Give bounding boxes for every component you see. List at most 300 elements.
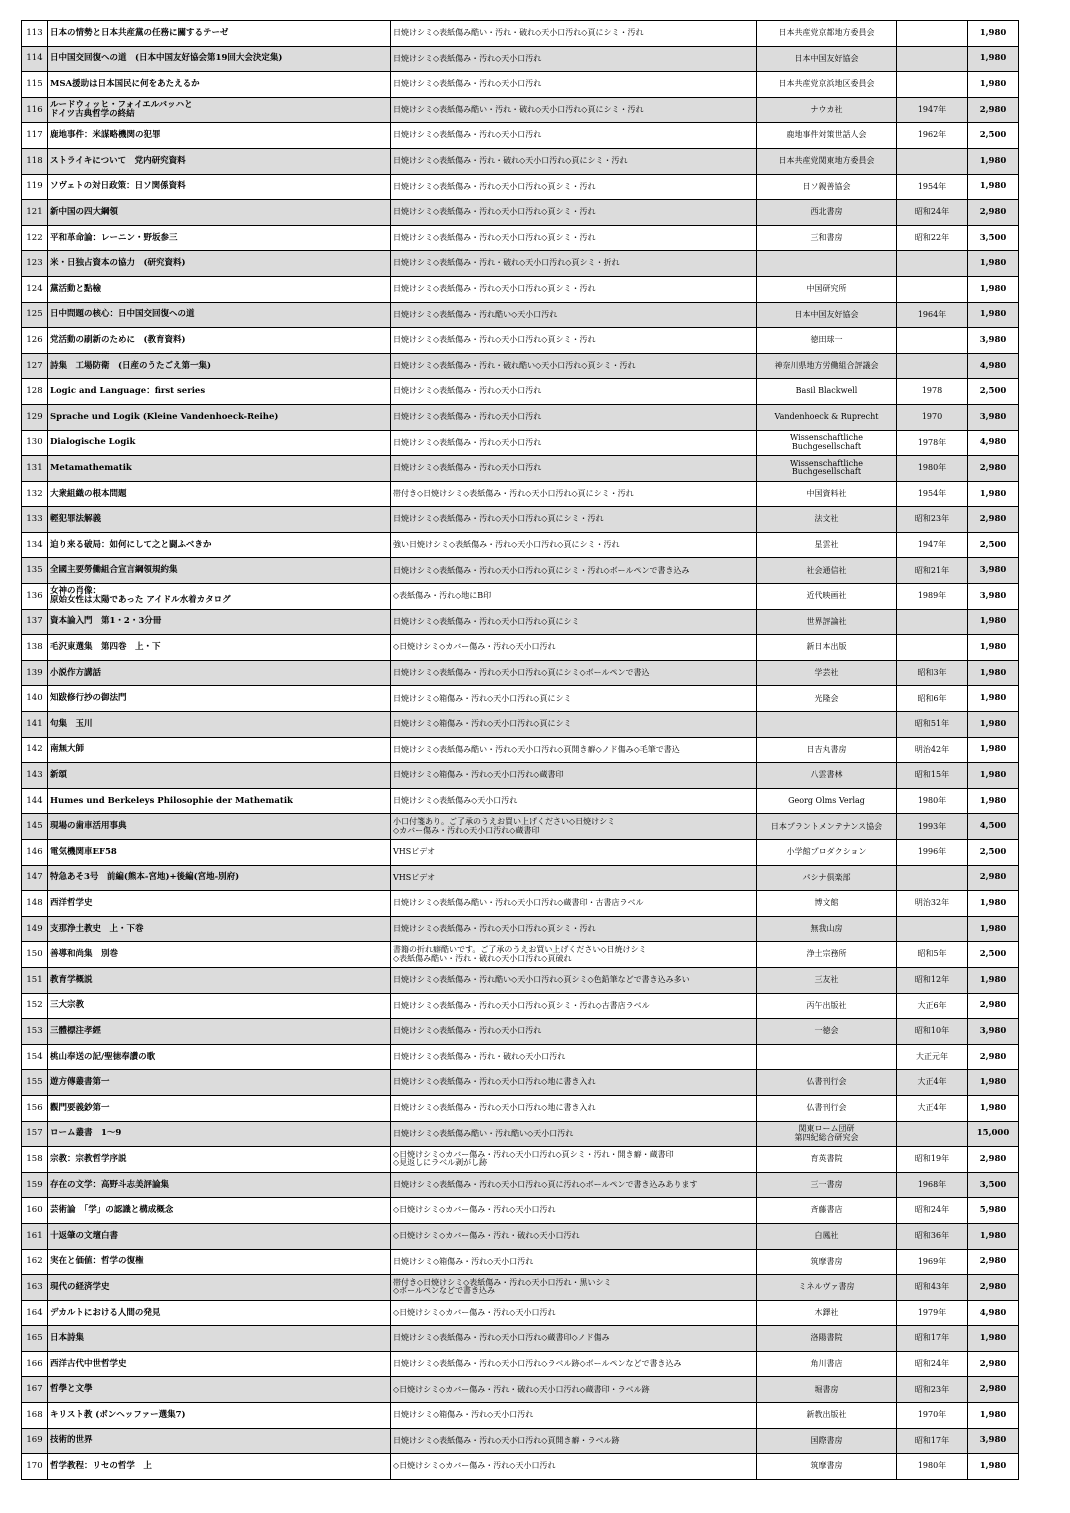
item-condition: 日焼けシミ◇表紙傷み・汚れ◇天小口汚れ◇地に書き入れ [391, 1070, 757, 1096]
table-row [22, 456, 1019, 482]
item-publisher: 育英書院 [757, 1147, 897, 1173]
item-number: 148 [22, 891, 48, 917]
table-row [22, 1454, 1019, 1480]
item-number: 154 [22, 1044, 48, 1070]
item-year: 1969年 [897, 1249, 968, 1275]
item-publisher: 小学館プロダクション [757, 840, 897, 866]
item-year: 昭和3年 [897, 660, 968, 686]
item-publisher: 新日本出版 [757, 635, 897, 661]
table-row [22, 1351, 1019, 1377]
table-row [22, 97, 1019, 123]
table-row [22, 1403, 1019, 1429]
item-title: 哲學と文學 [48, 1377, 391, 1403]
item-condition: 日焼けシミ◇表紙傷み・汚れ◇天小口汚れ◇頁にシミ・汚れ◇ボールペンで書き込み [391, 558, 757, 584]
item-price: 3,500 [968, 1172, 1019, 1198]
item-title: 南無大師 [48, 737, 391, 763]
item-condition: 日焼けシミ◇表紙傷み・汚れ◇天小口汚れ◇頁開き癖・ラベル跡 [391, 1428, 757, 1454]
item-price: 3,980 [968, 1019, 1019, 1045]
item-year: 大正元年 [897, 1044, 968, 1070]
item-publisher: Basil Blackwell [757, 379, 897, 405]
item-publisher: 日本共産党京浜地区委員会 [757, 72, 897, 98]
item-title: 現場の歯車活用事典 [48, 814, 391, 840]
item-number: 170 [22, 1454, 48, 1480]
item-price: 3,980 [968, 404, 1019, 430]
item-year: 昭和21年 [897, 558, 968, 584]
table-row [22, 840, 1019, 866]
item-number: 151 [22, 967, 48, 993]
item-number: 164 [22, 1300, 48, 1326]
item-price: 1,980 [968, 1070, 1019, 1096]
item-number: 128 [22, 379, 48, 405]
item-year: 1954年 [897, 174, 968, 200]
item-title: 小説作方講話 [48, 660, 391, 686]
item-year [897, 276, 968, 302]
item-publisher: 博文館 [757, 891, 897, 917]
item-title: 句集 玉川 [48, 712, 391, 738]
table-row [22, 660, 1019, 686]
item-price: 1,980 [968, 481, 1019, 507]
item-condition: 日焼けシミ◇表紙傷み・汚れ◇天小口汚れ [391, 72, 757, 98]
table-row [22, 558, 1019, 584]
item-price: 2,980 [968, 1147, 1019, 1173]
item-publisher: 木鐸社 [757, 1300, 897, 1326]
item-title: 新中国の四大綱領 [48, 200, 391, 226]
item-condition: 日焼けシミ◇表紙傷み酷い・汚れ酷い◇天小口汚れ [391, 1121, 757, 1147]
item-publisher [757, 712, 897, 738]
item-number: 157 [22, 1121, 48, 1147]
item-publisher: 学芸社 [757, 660, 897, 686]
table-row [22, 1147, 1019, 1173]
item-year: 1980年 [897, 456, 968, 482]
item-year: 明治42年 [897, 737, 968, 763]
item-year [897, 1121, 968, 1147]
item-condition: 日焼けシミ◇表紙傷み酷い・汚れ・破れ◇天小口汚れ◇頁にシミ・汚れ [391, 97, 757, 123]
table-row [22, 1377, 1019, 1403]
item-year [897, 148, 968, 174]
item-title: 存在の文学：高野斗志美評論集 [48, 1172, 391, 1198]
item-number: 155 [22, 1070, 48, 1096]
item-number: 118 [22, 148, 48, 174]
item-publisher: Wissenschaftliche Buchgesellschaft [757, 456, 897, 482]
item-publisher: 白鳳社 [757, 1223, 897, 1249]
item-number: 160 [22, 1198, 48, 1224]
item-title: 教育学概説 [48, 967, 391, 993]
item-title: 特急あそ3号 前編(熊本-宮地)+後編(宮地-別府) [48, 865, 391, 891]
item-publisher [757, 1044, 897, 1070]
item-year: 昭和15年 [897, 763, 968, 789]
table-row [22, 967, 1019, 993]
item-publisher: 光隆会 [757, 686, 897, 712]
table-row [22, 1121, 1019, 1147]
item-condition: 日焼けシミ◇表紙傷み・汚れ・破れ◇天小口汚れ [391, 1044, 757, 1070]
item-year: 1980年 [897, 788, 968, 814]
item-publisher: 徳田球一 [757, 328, 897, 354]
item-title: MSA援助は日本国民に何をあたえるか [48, 72, 391, 98]
item-price: 2,500 [968, 840, 1019, 866]
item-year: 1996年 [897, 840, 968, 866]
table-row [22, 865, 1019, 891]
item-price: 1,980 [968, 251, 1019, 277]
item-condition: 書籍の折れ癖酷いです。ご了承のうえお買い上げください◇日焼けシミ ◇表紙傷み酷い・汚れ・破れ◇天小口汚れ◇頁破れ [391, 942, 757, 968]
item-publisher: 西北書房 [757, 200, 897, 226]
item-publisher: 三一書房 [757, 1172, 897, 1198]
table-row [22, 1275, 1019, 1301]
item-number: 123 [22, 251, 48, 277]
item-condition: 日焼けシミ◇表紙傷み・汚れ◇天小口汚れ◇頁に汚れ◇ボールペンで書き込みあります [391, 1172, 757, 1198]
item-year: 昭和5年 [897, 942, 968, 968]
item-publisher: 関東ローム団研 第四紀総合研究会 [757, 1121, 897, 1147]
item-year: 昭和24年 [897, 1351, 968, 1377]
item-number: 131 [22, 456, 48, 482]
item-publisher: 日ソ親善協会 [757, 174, 897, 200]
item-number: 141 [22, 712, 48, 738]
table-row [22, 251, 1019, 277]
table-row [22, 1326, 1019, 1352]
item-publisher: Vandenhoeck & Ruprecht [757, 404, 897, 430]
item-condition: 日焼けシミ◇表紙傷み・汚れ◇天小口汚れ [391, 404, 757, 430]
item-publisher: 堀書房 [757, 1377, 897, 1403]
item-year: 1947年 [897, 532, 968, 558]
table-row [22, 148, 1019, 174]
item-publisher: 神奈川県地方労働組合評議会 [757, 353, 897, 379]
item-title: 輕犯罪法解義 [48, 507, 391, 533]
item-year [897, 251, 968, 277]
item-number: 142 [22, 737, 48, 763]
item-price: 2,500 [968, 123, 1019, 149]
item-condition: 日焼けシミ◇表紙傷み・汚れ・破れ◇天小口汚れ◇頁シミ・折れ [391, 251, 757, 277]
item-number: 138 [22, 635, 48, 661]
item-price: 1,980 [968, 686, 1019, 712]
item-title: 全國主要勞働組合宣言綱領規約集 [48, 558, 391, 584]
item-publisher: 法文社 [757, 507, 897, 533]
item-title: 黨活動と點檢 [48, 276, 391, 302]
item-number: 165 [22, 1326, 48, 1352]
item-price: 1,980 [968, 46, 1019, 72]
table-row [22, 1172, 1019, 1198]
item-publisher: 丙午出版社 [757, 993, 897, 1019]
item-year: 1978 [897, 379, 968, 405]
table-row [22, 404, 1019, 430]
item-price: 2,980 [968, 1377, 1019, 1403]
item-price: 1,980 [968, 174, 1019, 200]
item-condition: 日焼けシミ◇表紙傷み・汚れ◇天小口汚れ◇頁シミ・汚れ [391, 225, 757, 251]
item-title: 電気機関車EF58 [48, 840, 391, 866]
item-year: 昭和36年 [897, 1223, 968, 1249]
item-year: 昭和17年 [897, 1326, 968, 1352]
item-title: 現代の経済学史 [48, 1275, 391, 1301]
item-year [897, 21, 968, 47]
item-number: 140 [22, 686, 48, 712]
item-price: 1,980 [968, 635, 1019, 661]
item-price: 5,980 [968, 1198, 1019, 1224]
item-price: 1,980 [968, 1326, 1019, 1352]
item-title: 西洋古代中世哲学史 [48, 1351, 391, 1377]
item-number: 137 [22, 609, 48, 635]
item-number: 144 [22, 788, 48, 814]
item-title: 日本詩集 [48, 1326, 391, 1352]
item-number: 139 [22, 660, 48, 686]
item-title: 十返肇の文壇白書 [48, 1223, 391, 1249]
item-price: 4,980 [968, 1300, 1019, 1326]
item-title: 資本論入門 第1・2・3分冊 [48, 609, 391, 635]
table-row [22, 584, 1019, 610]
item-year: 1980年 [897, 1454, 968, 1480]
item-price: 3,980 [968, 328, 1019, 354]
item-number: 158 [22, 1147, 48, 1173]
item-number: 146 [22, 840, 48, 866]
table-row [22, 942, 1019, 968]
item-year: 昭和17年 [897, 1428, 968, 1454]
item-condition: ◇日焼けシミ◇カバー傷み・汚れ・破れ◇天小口汚れ◇蔵書印・ラベル跡 [391, 1377, 757, 1403]
catalog-table-body [22, 21, 1019, 1480]
item-publisher: 星雲社 [757, 532, 897, 558]
table-row [22, 481, 1019, 507]
item-year [897, 353, 968, 379]
item-price: 1,980 [968, 916, 1019, 942]
item-price: 2,980 [968, 97, 1019, 123]
item-number: 161 [22, 1223, 48, 1249]
item-title: 詩集 工場防衛 (日産のうたごえ第一集) [48, 353, 391, 379]
item-price: 2,980 [968, 507, 1019, 533]
item-price: 4,500 [968, 814, 1019, 840]
item-publisher: ミネルヴァ書房 [757, 1275, 897, 1301]
item-condition: 日焼けシミ◇表紙傷み・汚れ◇天小口汚れ◇頁シミ・汚れ [391, 276, 757, 302]
item-condition: 日焼けシミ◇表紙傷み・汚れ◇天小口汚れ◇頁シミ・汚れ [391, 916, 757, 942]
item-number: 169 [22, 1428, 48, 1454]
table-row [22, 21, 1019, 47]
item-number: 168 [22, 1403, 48, 1429]
table-row [22, 532, 1019, 558]
item-number: 156 [22, 1095, 48, 1121]
item-publisher: 一徳会 [757, 1019, 897, 1045]
item-publisher: 世界評論社 [757, 609, 897, 635]
item-number: 136 [22, 584, 48, 610]
item-condition: 日焼けシミ◇表紙傷み・汚れ◇天小口汚れ [391, 379, 757, 405]
item-year [897, 609, 968, 635]
item-year: 1968年 [897, 1172, 968, 1198]
table-row [22, 1223, 1019, 1249]
item-price: 1,980 [968, 1095, 1019, 1121]
table-row [22, 46, 1019, 72]
item-number: 162 [22, 1249, 48, 1275]
item-number: 150 [22, 942, 48, 968]
item-number: 121 [22, 200, 48, 226]
item-title: Logic and Language：first series [48, 379, 391, 405]
item-title: Dialogische Logik [48, 430, 391, 456]
item-publisher: 角川書店 [757, 1351, 897, 1377]
item-price: 2,500 [968, 942, 1019, 968]
item-price: 1,980 [968, 148, 1019, 174]
table-row [22, 353, 1019, 379]
item-number: 152 [22, 993, 48, 1019]
item-price: 1,980 [968, 712, 1019, 738]
item-title: デカルトにおける人間の発見 [48, 1300, 391, 1326]
item-condition: ◇日焼けシミ◇カバー傷み・汚れ◇天小口汚れ [391, 635, 757, 661]
item-year: 大正4年 [897, 1095, 968, 1121]
item-title: 哲学教程：リセの哲学 上 [48, 1454, 391, 1480]
item-condition: 帯付き◇日焼けシミ◇表紙傷み・汚れ◇天小口汚れ・黒いシミ ◇ボールペンなどで書き込み [391, 1275, 757, 1301]
item-condition: 日焼けシミ◇表紙傷み・汚れ◇天小口汚れ◇頁シミ・汚れ [391, 174, 757, 200]
item-publisher: 三友社 [757, 967, 897, 993]
table-row [22, 507, 1019, 533]
item-price: 1,980 [968, 660, 1019, 686]
item-year: 明治32年 [897, 891, 968, 917]
item-condition: 日焼けシミ◇表紙傷み・汚れ◇天小口汚れ◇ラベル跡◇ボールペンなどで書き込み [391, 1351, 757, 1377]
item-number: 130 [22, 430, 48, 456]
item-condition: 日焼けシミ◇表紙傷み◇天小口汚れ [391, 788, 757, 814]
item-condition: 日焼けシミ◇表紙傷み・汚れ◇天小口汚れ [391, 456, 757, 482]
item-year [897, 46, 968, 72]
item-price: 2,500 [968, 379, 1019, 405]
item-year: 昭和23年 [897, 1377, 968, 1403]
table-row [22, 891, 1019, 917]
item-year: 昭和23年 [897, 507, 968, 533]
item-condition: 小口付箋あり。ご了承のうえお買い上げください◇日焼けシミ ◇カバー傷み・汚れ◇天小口汚れ◇蔵書印 [391, 814, 757, 840]
item-condition: 日焼けシミ◇表紙傷み・汚れ・破れ酷い◇天小口汚れ◇頁シミ・汚れ [391, 353, 757, 379]
item-number: 114 [22, 46, 48, 72]
item-publisher: 近代映画社 [757, 584, 897, 610]
item-publisher: 日吉丸書房 [757, 737, 897, 763]
item-number: 149 [22, 916, 48, 942]
item-number: 132 [22, 481, 48, 507]
item-number: 153 [22, 1019, 48, 1045]
item-condition: 日焼けシミ◇表紙傷み・汚れ・破れ◇天小口汚れ◇頁にシミ・汚れ [391, 148, 757, 174]
item-condition: 日焼けシミ◇箱傷み・汚れ◇天小口汚れ◇頁にシミ [391, 686, 757, 712]
item-price: 1,980 [968, 1223, 1019, 1249]
item-number: 113 [22, 21, 48, 47]
table-row [22, 174, 1019, 200]
item-number: 122 [22, 225, 48, 251]
item-number: 133 [22, 507, 48, 533]
item-number: 115 [22, 72, 48, 98]
item-price: 1,980 [968, 737, 1019, 763]
item-publisher: 斉藤書店 [757, 1198, 897, 1224]
item-publisher: 八雲書林 [757, 763, 897, 789]
item-year: 1978年 [897, 430, 968, 456]
item-publisher: 国際書房 [757, 1428, 897, 1454]
item-publisher [757, 251, 897, 277]
item-publisher: 新教出版社 [757, 1403, 897, 1429]
item-title: 迫り来る破局：如何にして之と闘ふべきか [48, 532, 391, 558]
item-title: ルードウィッヒ・フォイエルバッハと ドイツ古典哲学の終結 [48, 97, 391, 123]
item-number: 117 [22, 123, 48, 149]
item-year: 1970 [897, 404, 968, 430]
item-year: 昭和51年 [897, 712, 968, 738]
item-condition: 日焼けシミ◇表紙傷み・汚れ◇天小口汚れ◇頁シミ・汚れ [391, 200, 757, 226]
item-price: 1,980 [968, 788, 1019, 814]
item-condition: 日焼けシミ◇表紙傷み酷い・汚れ◇天小口汚れ◇蔵書印・古書店ラベル [391, 891, 757, 917]
item-number: 124 [22, 276, 48, 302]
item-price: 15,000 [968, 1121, 1019, 1147]
item-price: 2,500 [968, 532, 1019, 558]
item-price: 3,980 [968, 584, 1019, 610]
item-condition: 日焼けシミ◇表紙傷み・汚れ◇天小口汚れ [391, 430, 757, 456]
item-condition: 日焼けシミ◇表紙傷み・汚れ◇天小口汚れ◇頁にシミ◇ボールペンで書込 [391, 660, 757, 686]
item-year [897, 916, 968, 942]
item-number: 125 [22, 302, 48, 328]
item-condition: ◇日焼けシミ◇カバー傷み・汚れ◇天小口汚れ [391, 1198, 757, 1224]
item-title: 大衆組織の根本問題 [48, 481, 391, 507]
item-title: 党活動の刷新のために (教育資料) [48, 328, 391, 354]
table-row [22, 1095, 1019, 1121]
item-publisher: 仏書刊行会 [757, 1070, 897, 1096]
item-year: 1989年 [897, 584, 968, 610]
item-number: 166 [22, 1351, 48, 1377]
item-price: 1,980 [968, 276, 1019, 302]
table-row [22, 993, 1019, 1019]
item-condition: ◇日焼けシミ◇カバー傷み・汚れ・破れ◇天小口汚れ [391, 1223, 757, 1249]
item-year: 昭和19年 [897, 1147, 968, 1173]
item-year: 1954年 [897, 481, 968, 507]
item-year: 昭和43年 [897, 1275, 968, 1301]
item-number: 163 [22, 1275, 48, 1301]
item-publisher: 日本中国友好協会 [757, 302, 897, 328]
item-title: 三體標注孝經 [48, 1019, 391, 1045]
item-number: 159 [22, 1172, 48, 1198]
item-title: 新頌 [48, 763, 391, 789]
item-year: 大正4年 [897, 1070, 968, 1096]
item-number: 143 [22, 763, 48, 789]
item-price: 2,980 [968, 865, 1019, 891]
item-publisher: 無我山房 [757, 916, 897, 942]
item-price: 2,980 [968, 1044, 1019, 1070]
item-year: 1962年 [897, 123, 968, 149]
item-condition: 日焼けシミ◇表紙傷み・汚れ◇天小口汚れ [391, 46, 757, 72]
item-price: 4,980 [968, 353, 1019, 379]
item-title: 芸術論 「学」の認識と構成概念 [48, 1198, 391, 1224]
item-condition: 日焼けシミ◇表紙傷み・汚れ◇天小口汚れ◇頁シミ・汚れ◇古書店ラベル [391, 993, 757, 1019]
item-condition: 強い日焼けシミ◇表紙傷み・汚れ◇天小口汚れ◇頁にシミ・汚れ [391, 532, 757, 558]
item-title: 宗教：宗教哲学序説 [48, 1147, 391, 1173]
item-publisher: ナウカ社 [757, 97, 897, 123]
item-publisher: 日本共産党関東地方委員会 [757, 148, 897, 174]
item-condition: 日焼けシミ◇表紙傷み・汚れ◇天小口汚れ [391, 123, 757, 149]
item-year: 1964年 [897, 302, 968, 328]
item-publisher: 中国資料社 [757, 481, 897, 507]
item-title: Sprache und Logik (Kleine Vandenhoeck-Reihe) [48, 404, 391, 430]
item-title: 日中国交回復への道 (日本中国友好協会第19回大会決定集) [48, 46, 391, 72]
item-number: 135 [22, 558, 48, 584]
item-condition: 帯付き◇日焼けシミ◇表紙傷み・汚れ◇天小口汚れ◇頁にシミ・汚れ [391, 481, 757, 507]
item-condition: 日焼けシミ◇箱傷み・汚れ◇天小口汚れ◇蔵書印 [391, 763, 757, 789]
item-publisher: 浄土宗務所 [757, 942, 897, 968]
table-row [22, 1070, 1019, 1096]
item-number: 167 [22, 1377, 48, 1403]
table-row [22, 788, 1019, 814]
table-row [22, 302, 1019, 328]
item-year: 1947年 [897, 97, 968, 123]
item-title: 鹿地事件：米謀略機関の犯罪 [48, 123, 391, 149]
item-title: 実在と価値：哲学の復権 [48, 1249, 391, 1275]
item-condition: 日焼けシミ◇表紙傷み・汚れ◇天小口汚れ◇頁シミ・汚れ [391, 328, 757, 354]
item-title: 米・日独占資本の協力 (研究資料) [48, 251, 391, 277]
item-year: 昭和24年 [897, 1198, 968, 1224]
item-condition: 日焼けシミ◇表紙傷み・汚れ◇天小口汚れ [391, 1019, 757, 1045]
table-row [22, 1044, 1019, 1070]
table-row [22, 1300, 1019, 1326]
item-year: 昭和12年 [897, 967, 968, 993]
item-publisher: 筑摩書房 [757, 1249, 897, 1275]
item-condition: 日焼けシミ◇表紙傷み・汚れ◇天小口汚れ◇地に書き入れ [391, 1095, 757, 1121]
table-row [22, 430, 1019, 456]
item-condition: ◇日焼けシミ◇カバー傷み・汚れ◇天小口汚れ [391, 1454, 757, 1480]
table-row [22, 328, 1019, 354]
item-year: 1979年 [897, 1300, 968, 1326]
item-year: 大正6年 [897, 993, 968, 1019]
item-price: 2,980 [968, 993, 1019, 1019]
item-title: Metamathematik [48, 456, 391, 482]
item-title: 觀門要義鈔第一 [48, 1095, 391, 1121]
